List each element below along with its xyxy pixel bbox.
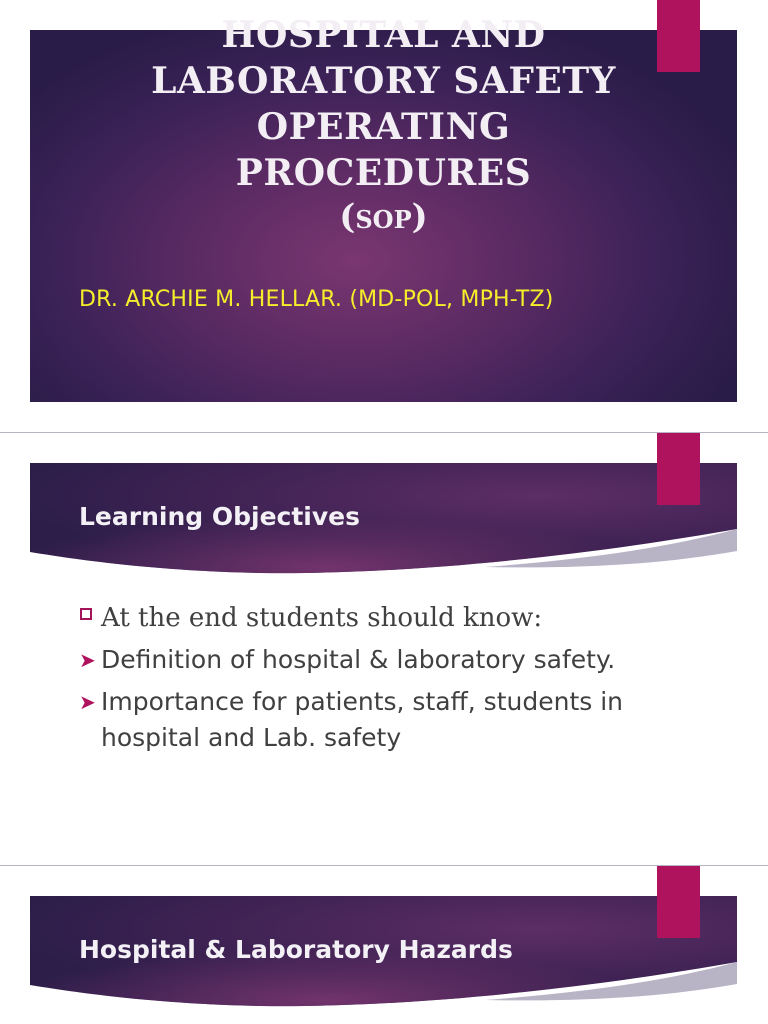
author-credit: DR. ARCHIE M. HELLAR. (MD-POL, MPH-TZ) [79,287,554,312]
list-item [78,642,718,678]
title-line-3: OPERATING [256,106,511,148]
arrowhead-icon: ➤ [79,690,96,714]
abbrev-open: ( [339,197,356,237]
slide-divider [0,432,768,433]
objectives-list [78,600,718,762]
title-abbreviation [30,197,737,237]
title-line-4: PROCEDURES [235,152,532,194]
accent-tab [657,433,700,505]
list-item [78,600,718,636]
slide-title [30,12,737,196]
abbrev-text: SOP [355,205,412,234]
slide-heading: Hospital & Laboratory Hazards [79,935,513,964]
hollow-square-icon [80,608,92,620]
title-line-1: HOSPITAL AND [221,14,546,56]
title-line-2: LABORATORY SAFETY [151,60,616,102]
abbrev-close: ) [411,197,428,237]
list-item [78,684,718,756]
slide-divider [0,865,768,866]
arrowhead-icon: ➤ [79,648,96,672]
list-item-text: Definition of hospital & laboratory safety. [101,645,616,674]
list-item-text: Importance for patients, staff, students in hospital and Lab. safety [101,687,624,752]
list-item-text: At the end students should know: [101,603,543,633]
slide-heading: Learning Objectives [79,502,360,531]
accent-tab [657,866,700,938]
